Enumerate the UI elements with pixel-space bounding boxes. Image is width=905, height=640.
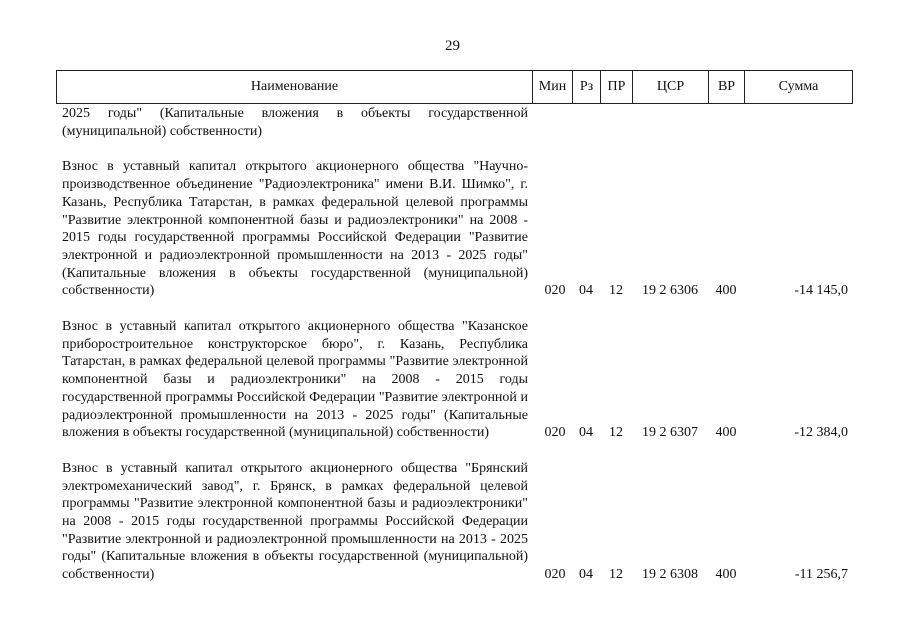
row-sum: -11 256,7 [794,566,848,582]
column-header-csr: ЦСР [633,71,709,104]
page-number: 29 [445,38,460,54]
column-header-pr: ПР [601,71,633,104]
column-header-sum: Сумма [745,71,853,104]
row-pr: 12 [609,566,623,582]
column-header-name: Наименование [57,71,533,104]
row-name: Взнос в уставный капитал открытого акционерного общества "Научно-производственное объединение "Радиоэлектроника" имени В.И. Шимко", г. Казань, Республика Татарстан, в рамках федеральной целевой программы "Развитие электронной компонентной базы и радиоэлектроники" на 2008 - 2015 годы государственной программы Российской Федерации "Развитие электронной и радиоэлектронной промышленности на 2013 - 2025 годы" (Капитальные вложения в объекты государственной (муниципальной) собственности) [62,159,528,299]
row-min: 020 [544,283,566,299]
row-vr: 400 [715,566,737,582]
row-rz: 04 [579,424,593,440]
table-row [56,158,852,300]
row-name: Взнос в уставный капитал открытого акционерного общества "Казанское приборостроительное конструкторское бюро", г. Казань, Республика Татарстан, в рамках федеральной целевой программы "Развитие электронной компонентной базы и радиоэлектроники" на 2008 - 2015 годы государственной программы Российской Федерации "Развитие электронной и радиоэлектронной промышленности на 2013 - 2025 годы" (Капитальные вложения в объекты государственной (муниципальной) собственности) [62,319,528,441]
row-name: Взнос в уставный капитал открытого акционерного общества "Брянский электромеханический завод", г. Брянск, в рамках федеральной целевой программы "Развитие электронной компонентной базы и радиоэлектроники" на 2008 - 2015 годы государственной программы Российской Федерации "Развитие электронной и радиоэлектронной промышленности на 2013 - 2025 годы" (Капитальные вложения в объекты государственной (муниципальной) собственности) [62,460,528,583]
row-name: 2025 годы" (Капитальные вложения в объекты государственной (муниципальной) собственности) [62,106,528,139]
table-row [56,318,852,442]
row-rz: 04 [579,566,593,582]
row-sum: -14 145,0 [794,283,848,299]
table-header [56,70,853,104]
table-row [56,105,852,140]
row-csr: 19 2 6308 [642,566,698,582]
table-body [56,105,852,584]
row-pr: 12 [609,283,623,299]
row-csr: 19 2 6306 [642,283,698,299]
table-row [56,460,852,584]
row-min: 020 [544,424,566,440]
column-header-min: Мин [533,71,573,104]
row-sum: -12 384,0 [794,424,848,440]
row-vr: 400 [715,424,737,440]
row-rz: 04 [579,283,593,299]
column-header-rz: Рз [573,71,601,104]
row-pr: 12 [609,424,623,440]
row-csr: 19 2 6307 [642,424,698,440]
column-header-vr: ВР [709,71,745,104]
row-min: 020 [544,566,566,582]
row-vr: 400 [715,283,737,299]
